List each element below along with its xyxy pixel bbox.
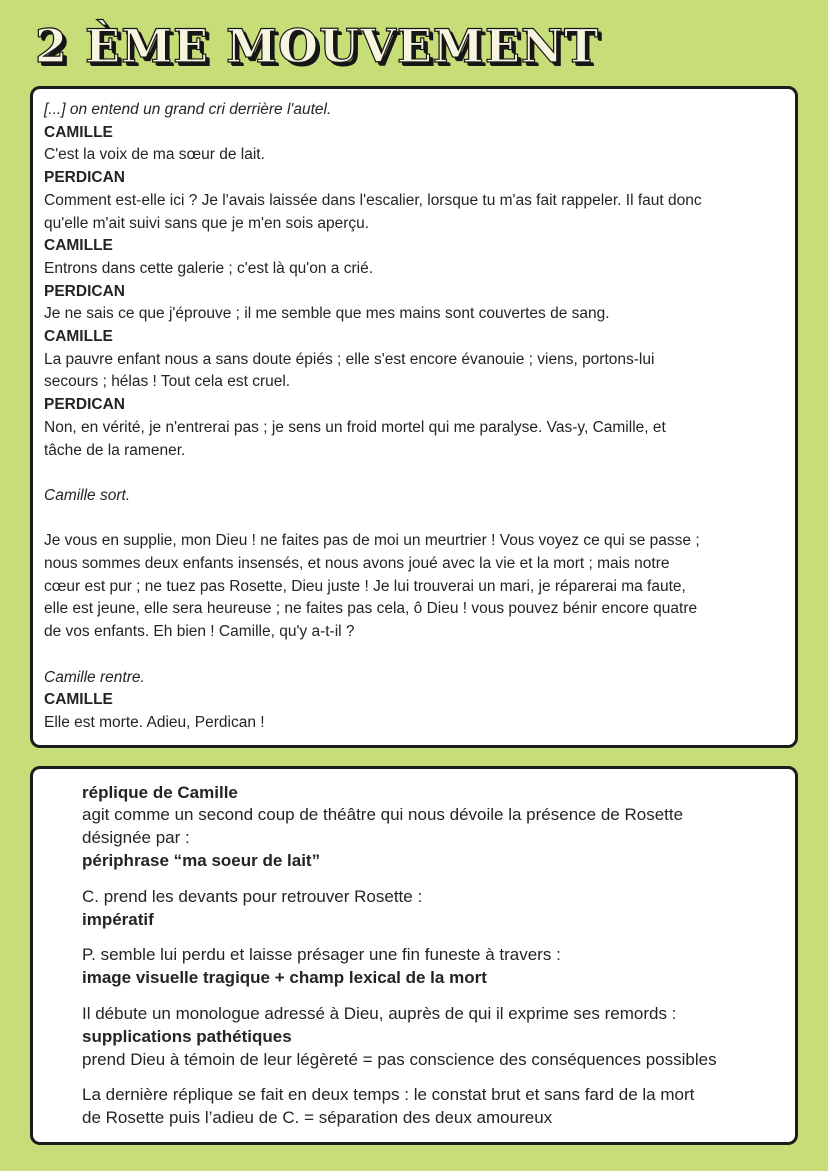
analysis-line: Il débute un monologue adressé à Dieu, auprès de qui il exprime ses remords : — [82, 1004, 677, 1024]
script-line: tâche de la ramener. — [44, 441, 186, 459]
analysis-paragraph — [82, 944, 785, 990]
script-line: CAMILLE — [44, 691, 113, 709]
script-spacer — [44, 508, 783, 531]
script-line: CAMILLE — [44, 237, 113, 255]
script-line: de vos enfants. Eh bien ! Camille, qu'y a-t-il ? — [44, 623, 355, 641]
script-line: Entrons dans cette galerie ; c'est là qu'on a crié. — [44, 259, 374, 277]
script-line: Camille sort. — [44, 486, 131, 504]
analysis-line: agit comme un second coup de théâtre qui nous dévoile la présence de Rosette — [82, 805, 684, 825]
script-spacer — [44, 462, 783, 485]
analysis-line: supplications pathétiques — [82, 1026, 292, 1046]
play-excerpt-box — [30, 86, 798, 748]
analysis-line: périphrase “ma soeur de lait” — [82, 851, 321, 871]
script-line: CAMILLE — [44, 123, 113, 141]
script-line: C'est la voix de ma sœur de lait. — [44, 146, 265, 164]
script-line: Camille rentre. — [44, 668, 145, 686]
script-line: Comment est-elle ici ? Je l'avais laissée dans l'escalier, lorsque tu m'as fait rappeler. Il faut donc — [44, 191, 702, 209]
script-line: PERDICAN — [44, 282, 125, 300]
script-line: Elle est morte. Adieu, Perdican ! — [44, 713, 265, 731]
script-line: La pauvre enfant nous a sans doute épiés ; elle s'est encore évanouie ; viens, portons-lui — [44, 350, 655, 368]
script-line: CAMILLE — [44, 328, 113, 346]
analysis-line: image visuelle tragique + champ lexical de la mort — [82, 968, 487, 988]
analysis-paragraph — [82, 1003, 785, 1071]
analysis-line: de Rosette puis l’adieu de C. = séparation des deux amoureux — [82, 1108, 553, 1128]
script-line: secours ; hélas ! Tout cela est cruel. — [44, 373, 291, 391]
script-line: Je vous en supplie, mon Dieu ! ne faites pas de moi un meurtrier ! Vous voyez ce qui se passe ; — [44, 532, 700, 550]
script-line: [...] on entend un grand cri derrière l'autel. — [44, 101, 332, 118]
script-line: cœur est pur ; ne tuez pas Rosette, Dieu juste ! Je lui trouverai un mari, je réparerai ma faute, — [44, 577, 686, 595]
analysis-line: prend Dieu à témoin de leur légèreté = pas conscience des conséquences possibles — [82, 1049, 717, 1069]
script-line: qu'elle m'ait suivi sans que je m'en sois aperçu. — [44, 214, 370, 232]
analysis-notes-box — [30, 766, 798, 1145]
analysis-line: La dernière réplique se fait en deux temps : le constat brut et sans fard de la mort — [82, 1085, 695, 1105]
script-line: PERDICAN — [44, 396, 125, 414]
analysis-line: réplique de Camille — [82, 782, 238, 802]
analysis-paragraph — [82, 782, 785, 873]
script-line: elle est jeune, elle sera heureuse ; ne faites pas cela, ô Dieu ! vous pouvez bénir encore quatre — [44, 600, 698, 618]
analysis-line: C. prend les devants pour retrouver Rosette : — [82, 886, 423, 906]
script-line: PERDICAN — [44, 169, 125, 187]
analysis-line: impératif — [82, 909, 154, 929]
script-spacer — [44, 644, 783, 667]
page-title: 2 ÈME MOUVEMENT — [35, 19, 600, 73]
script-line: Non, en vérité, je n'entrerai pas ; je sens un froid mortel qui me paralyse. Vas-y, Camille, et — [44, 418, 666, 436]
analysis-line: désignée par : — [82, 828, 190, 848]
script-line: nous sommes deux enfants insensés, et nous avons joué avec la vie et la mort ; mais notre — [44, 555, 670, 573]
analysis-paragraph — [82, 1084, 785, 1130]
analysis-line: P. semble lui perdu et laisse présager une fin funeste à travers : — [82, 945, 561, 965]
analysis-paragraph — [82, 886, 785, 932]
script-line: Je ne sais ce que j'éprouve ; il me semble que mes mains sont couvertes de sang. — [44, 305, 610, 323]
